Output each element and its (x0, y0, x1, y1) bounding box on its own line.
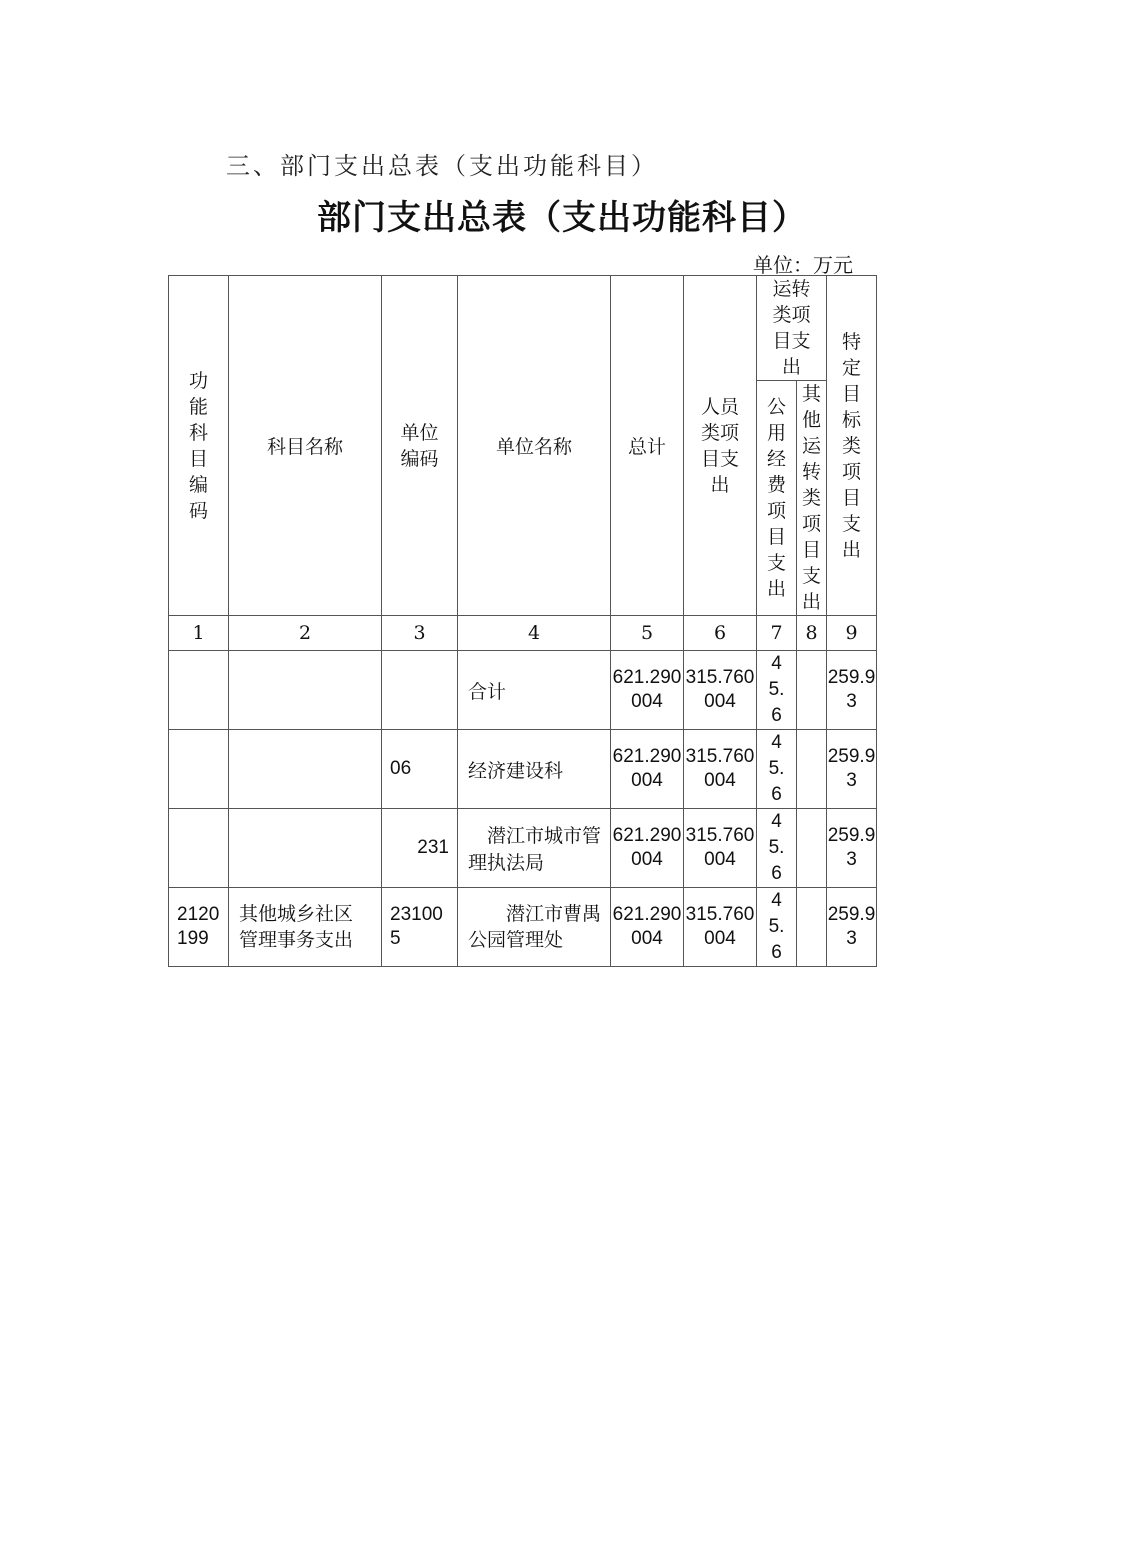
total-cell: 621.290004 (611, 730, 684, 809)
subject-name-cell (229, 651, 382, 730)
header-special: 特定目标类项目支出 (827, 276, 877, 616)
func-code-cell (169, 651, 229, 730)
personnel-cell: 315.760004 (684, 888, 757, 967)
special-cell: 259.93 (827, 809, 877, 888)
other-operation-cell (797, 888, 827, 967)
personnel-cell: 315.760004 (684, 809, 757, 888)
total-cell: 621.290004 (611, 809, 684, 888)
col-number: 8 (797, 616, 827, 651)
col-number: 9 (827, 616, 877, 651)
total-cell: 621.290004 (611, 651, 684, 730)
total-cell: 621.290004 (611, 888, 684, 967)
unit-name-cell: 潜江市城市管理执法局 (458, 809, 611, 888)
unit-code-cell: 231 (382, 809, 458, 888)
col-number: 1 (169, 616, 229, 651)
public-expense-cell: 45.6 (757, 809, 797, 888)
header-other-operation: 其他运转类项目支出 (797, 381, 827, 616)
other-operation-cell (797, 809, 827, 888)
table-row (169, 888, 877, 967)
personnel-cell: 315.760004 (684, 651, 757, 730)
func-code-cell (169, 730, 229, 809)
column-number-row (169, 616, 877, 651)
unit-name-cell: 合计 (458, 651, 611, 730)
header-func-code: 功能科目编码 (169, 276, 229, 616)
special-cell: 259.93 (827, 651, 877, 730)
table-row (169, 651, 877, 730)
personnel-cell: 315.760004 (684, 730, 757, 809)
public-expense-cell: 45.6 (757, 651, 797, 730)
unit-code-cell: 06 (382, 730, 458, 809)
unit-code-cell: 231005 (382, 888, 458, 967)
subject-name-cell (229, 809, 382, 888)
unit-code-cell (382, 651, 458, 730)
expenditure-table (168, 275, 877, 967)
col-number: 2 (229, 616, 382, 651)
special-cell: 259.93 (827, 730, 877, 809)
header-personnel: 人员类项目支出 (684, 276, 757, 616)
header-unit-code: 单位编码 (382, 276, 458, 616)
header-total: 总计 (611, 276, 684, 616)
unit-name-cell: 潜江市曹禺公园管理处 (458, 888, 611, 967)
col-number: 7 (757, 616, 797, 651)
unit-name-cell: 经济建设科 (458, 730, 611, 809)
header-row-1 (169, 276, 877, 381)
subject-name-cell (229, 730, 382, 809)
special-cell: 259.93 (827, 888, 877, 967)
func-code-cell: 2120199 (169, 888, 229, 967)
table-row (169, 730, 877, 809)
header-public-expense: 公用经费项目支出 (757, 381, 797, 616)
header-unit-name: 单位名称 (458, 276, 611, 616)
col-number: 5 (611, 616, 684, 651)
col-number: 3 (382, 616, 458, 651)
unit-label: 单位：万元 (753, 253, 853, 277)
other-operation-cell (797, 730, 827, 809)
subject-name-cell: 其他城乡社区管理事务支出 (229, 888, 382, 967)
col-number: 4 (458, 616, 611, 651)
col-number: 6 (684, 616, 757, 651)
public-expense-cell: 45.6 (757, 888, 797, 967)
func-code-cell (169, 809, 229, 888)
section-heading: 三、部门支出总表（支出功能科目） (226, 152, 658, 180)
header-subject-name: 科目名称 (229, 276, 382, 616)
document-title: 部门支出总表（支出功能科目） (317, 198, 807, 238)
table-row (169, 809, 877, 888)
other-operation-cell (797, 651, 827, 730)
header-operation-group: 运转类项目支出 (757, 276, 827, 381)
public-expense-cell: 45.6 (757, 730, 797, 809)
